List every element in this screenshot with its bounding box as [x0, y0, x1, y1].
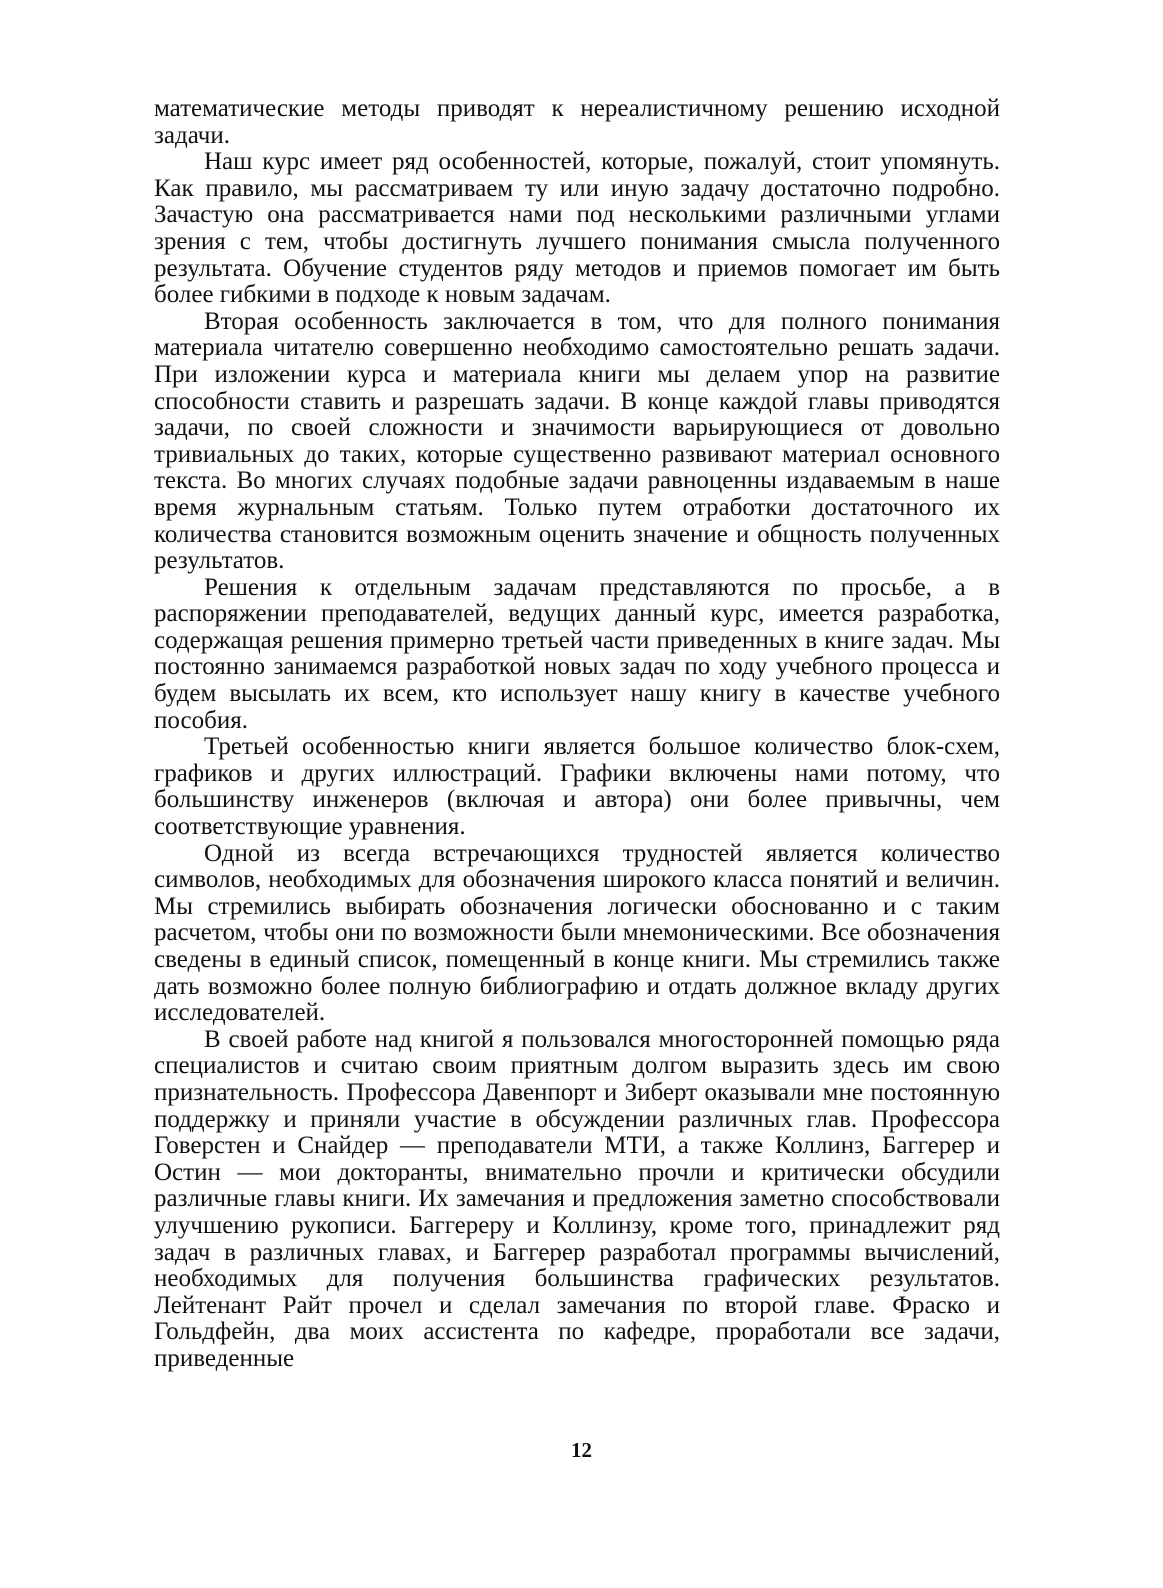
- paragraph-5: Третьей особенностью книги является большое количество блок-схем, графиков и других иллюстраций. Графики включены нами потому, что большинству инженеров (включая и автора) они более привычны, чем соответствующие уравнения.: [154, 733, 1000, 841]
- paragraph-1: математические методы приводят к нереалистичному решению исходной задачи.: [154, 95, 1000, 149]
- body-text: [154, 96, 1000, 1373]
- paragraph-6: Одной из всегда встречающихся трудностей является количество символов, необходимых для обозначения широкого класса понятий и величин. Мы стремились выбирать обозначения логически обоснованно и с таким расчетом, чтобы они по возможности были мнемоническими. Все обозначения сведены в единый список, помещенный в конце книги. Мы стремились также дать возможно более полную библиографию и отдать должное вкладу других исследователей.: [154, 839, 1000, 1027]
- paragraph-3: Вторая особенность заключается в том, что для полного понимания материала читателю совершенно необходимо самостоятельно решать задачи. При изложении курса и материала книги мы делаем упор на развитие способности ставить и разрешать задачи. В конце каждой главы приводятся задачи, по своей сложности и значимости варьирующиеся от довольно тривиальных до таких, которые существенно развивают материал основного текста. Во многих случаях подобные задачи равноценны издаваемым в наше время журнальным статьям. Только путем отработки достаточного их количества становится возможным оценить значение и общность полученных результатов.: [154, 307, 1000, 575]
- paragraph-7: В своей работе над книгой я пользовался многосторонней помощью ряда специалистов и считаю своим приятным долгом выразить здесь им свою признательность. Профессора Давенпорт и Зиберт оказывали мне постоянную поддержку и приняли участие в обсуждении различных глав. Профессора Говерстен и Снайдер — преподаватели МТИ, а также Коллинз, Баггерер и Остин — мои докторанты, внимательно прочли и критически обсудили различные главы книги. Их замечания и предложения заметно способствовали улучшению рукописи. Баггереру и Коллинзу, кроме того, принадлежит ряд задач в различных главах, и Баггерер разработал программы вычислений, необходимых для получения большинства графических результатов. Лейтенант Райт прочел и сделал замечания по второй главе. Фраско и Гольдфейн, два моих ассистента по кафедре, проработали все задачи, приведенные: [154, 1025, 1000, 1372]
- paragraph-2: Наш курс имеет ряд особенностей, которые, пожалуй, стоит упомянуть. Как правило, мы рассматриваем ту или иную задачу достаточно подробно. Зачастую она рассматривается нами под несколькими различными углами зрения с тем, чтобы достигнуть лучшего понимания смысла полученного результата. Обучение студентов ряду методов и приемов помогает им быть более гибкими в подходе к новым задачам.: [154, 148, 1000, 309]
- paragraph-4: Решения к отдельным задачам представляются по просьбе, а в распоряжении преподавателей, ведущих данный курс, имеется разработка, содержащая решения примерно третьей части приведенных в книге задач. Мы постоянно занимаемся разработкой новых задач по ходу учебного процесса и будем высылать их всем, кто использует нашу книгу в качестве учебного пособия.: [154, 573, 1000, 734]
- page-number: 12: [571, 1438, 592, 1462]
